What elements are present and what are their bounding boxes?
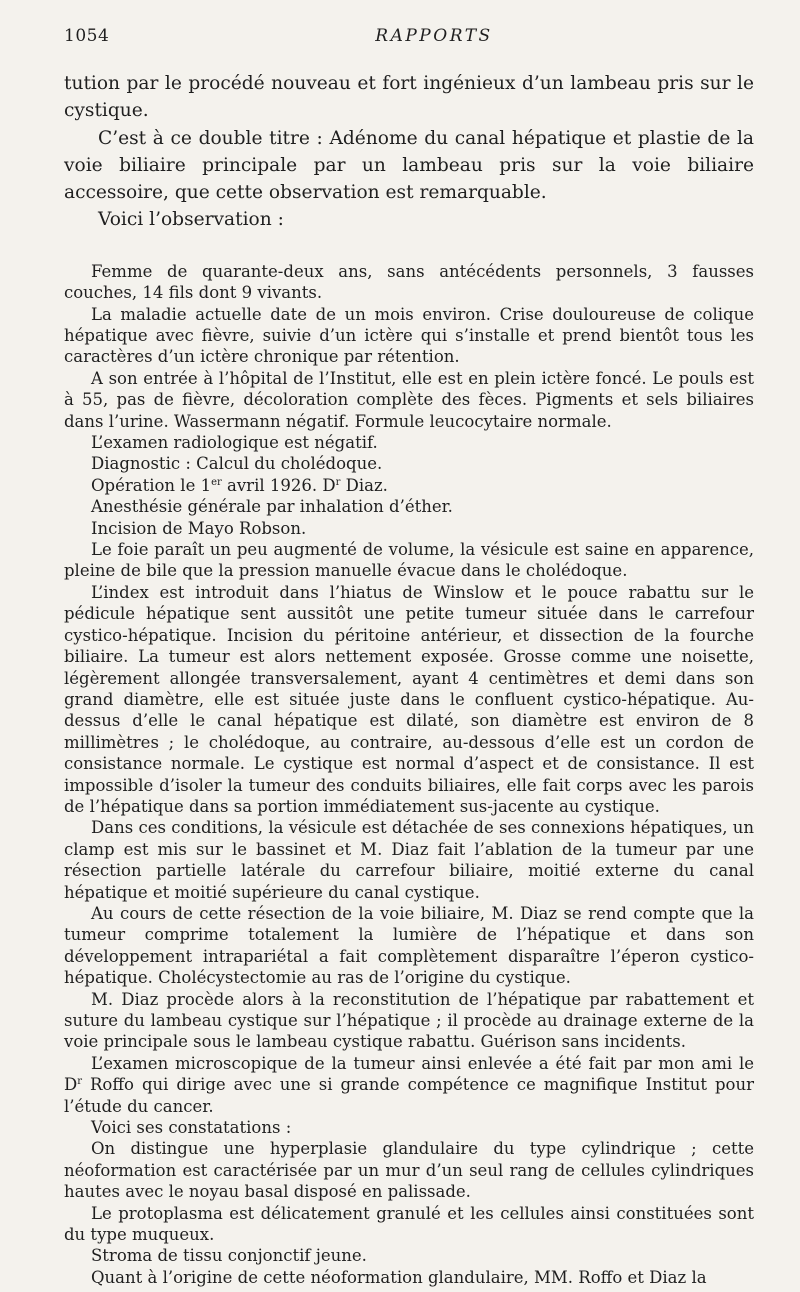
observation-paragraph: Le foie paraît un peu augmenté de volume, la vésicule est saine en apparence, pleine de bile que la pression manuelle évacue dans le cholédoque. [64,540,754,581]
observation-paragraph: A son entrée à l’hôpital de l’Institut, elle est en plein ictère foncé. Le pouls est à 55, pas de fièvre, décoloration complète des fèces. Pigments et sels biliaires dans l’urine. Wassermann négatif. Formule leucocytaire normale. [64,368,754,431]
observation-paragraph: Voici ses constatations : [91,1118,292,1138]
superscript: er [211,476,222,488]
observation-paragraph: L’index est introduit dans l’hiatus de Winslow et le pouce rabattu sur le pédicule hépatique sent aussitôt une petite tumeur située dans le carrefour cystico-hépatique. Incision du péritoine antérieur, et dissection de la fourche biliaire. La tumeur est alors nettement exposée. Grosse comme une noisette, légèrement allongée transversalement, ayant 4 centimètres et demi dans son grand diamètre, elle est située juste dans le confluent cystico-hépatique. Au-dessus d’elle le canal hépatique est dilaté, son diamètre est environ de 8 millimètres ; le cholédoque, au contraire, au-dessous d’elle est un cordon de consistance normale. Le cystique est normal d’aspect et de consistance. Il est impossible d’isoler la tumeur des conduits biliaires, elle fait corps avec les parois de l’hépatique dans sa portion immédiatement sus-jacente au cystique. [64,582,754,816]
intro-paragraph: C’est à ce double titre : Adénome du canal hépatique et plastie de la voie biliaire principale par un lambeau pris sur la voie biliaire accessoire, que cette observation est remarquable. [64,127,754,204]
observation-paragraph [64,1053,754,1117]
superscript: r [335,476,341,488]
body-text [64,70,754,1288]
observation-paragraph: L’examen radiologique est négatif. [91,433,378,453]
text-run: Roffo qui dirige avec une si grande compétence ce magnifique Institut pour l’étude du cancer. [64,1075,754,1116]
observation-paragraph: M. Diaz procède alors à la reconstitution de l’hépatique par rabattement et suture du lambeau cystique sur l’hépatique ; il procède au drainage externe de la voie principale sous le lambeau cystique rabattu. Guérison sans incidents. [64,989,754,1052]
observation-paragraph: Femme de quarante-deux ans, sans antécédents personnels, 3 fausses couches, 14 fils dont 9 vivants. [64,261,754,303]
intro-paragraph: tution par le procédé nouveau et fort ingénieux d’un lambeau pris sur le cystique. [64,73,754,122]
page-header [64,26,754,50]
observation-paragraph: On distingue une hyperplasie glandulaire du type cylindrique ; cette néoformation est caractérisée par un mur d’un seul rang de cellules cylindriques hautes avec le noyau basal disposé en palissade. [64,1139,754,1202]
observation-paragraph: Stroma de tissu conjonctif jeune. [91,1246,367,1266]
text-run: Diaz. [340,475,388,495]
intro-paragraph: Voici l’observation : [98,209,284,231]
observation-section [64,261,754,1289]
observation-paragraph [64,475,754,496]
observation-paragraph: Diagnostic : Calcul du cholédoque. [91,454,383,474]
text-run: Opération le 1 [91,475,212,495]
observation-paragraph: Incision de Mayo Robson. [91,518,307,538]
observation-paragraph: Au cours de cette résection de la voie biliaire, M. Diaz se rend compte que la tumeur comprime totalement la lumière de l’hépatique et dans son développement intrapariétal a fait complètement disparaître l’éperon cystico-hépatique. Cholécystectomie au ras de l’origine du cystique. [64,903,754,988]
observation-paragraph: Anesthésie générale par inhalation d’éther. [91,497,453,517]
observation-paragraph: La maladie actuelle date de un mois environ. Crise douloureuse de colique hépatique avec fièvre, suivie d’un ictère qui s’installe et prend bientôt tous les caractères d’un ictère chronique par rétention. [64,304,754,367]
observation-paragraph: Dans ces conditions, la vésicule est détachée de ses connexions hépatiques, un clamp est mis sur le bassinet et M. Diaz fait l’ablation de la tumeur par une résection partielle latérale du carrefour biliaire, moitié externe du canal hépatique et moitié supérieure du canal cystique. [64,818,754,902]
observation-paragraph: Le protoplasma est délicatement granulé et les cellules ainsi constituées sont du type muqueux. [64,1203,754,1245]
text-run: avril 1926. D [221,475,336,495]
observation-paragraph: Quant à l’origine de cette néoformation glandulaire, MM. Roffo et Diaz la [91,1267,707,1287]
page-number: 1054 [64,26,110,46]
text-run: L’examen microscopique de la tumeur ainsi enlevée a été fait par mon ami le D [64,1053,754,1095]
superscript: r [77,1076,83,1088]
running-title: RAPPORTS [375,26,493,46]
intro-section [64,70,754,234]
